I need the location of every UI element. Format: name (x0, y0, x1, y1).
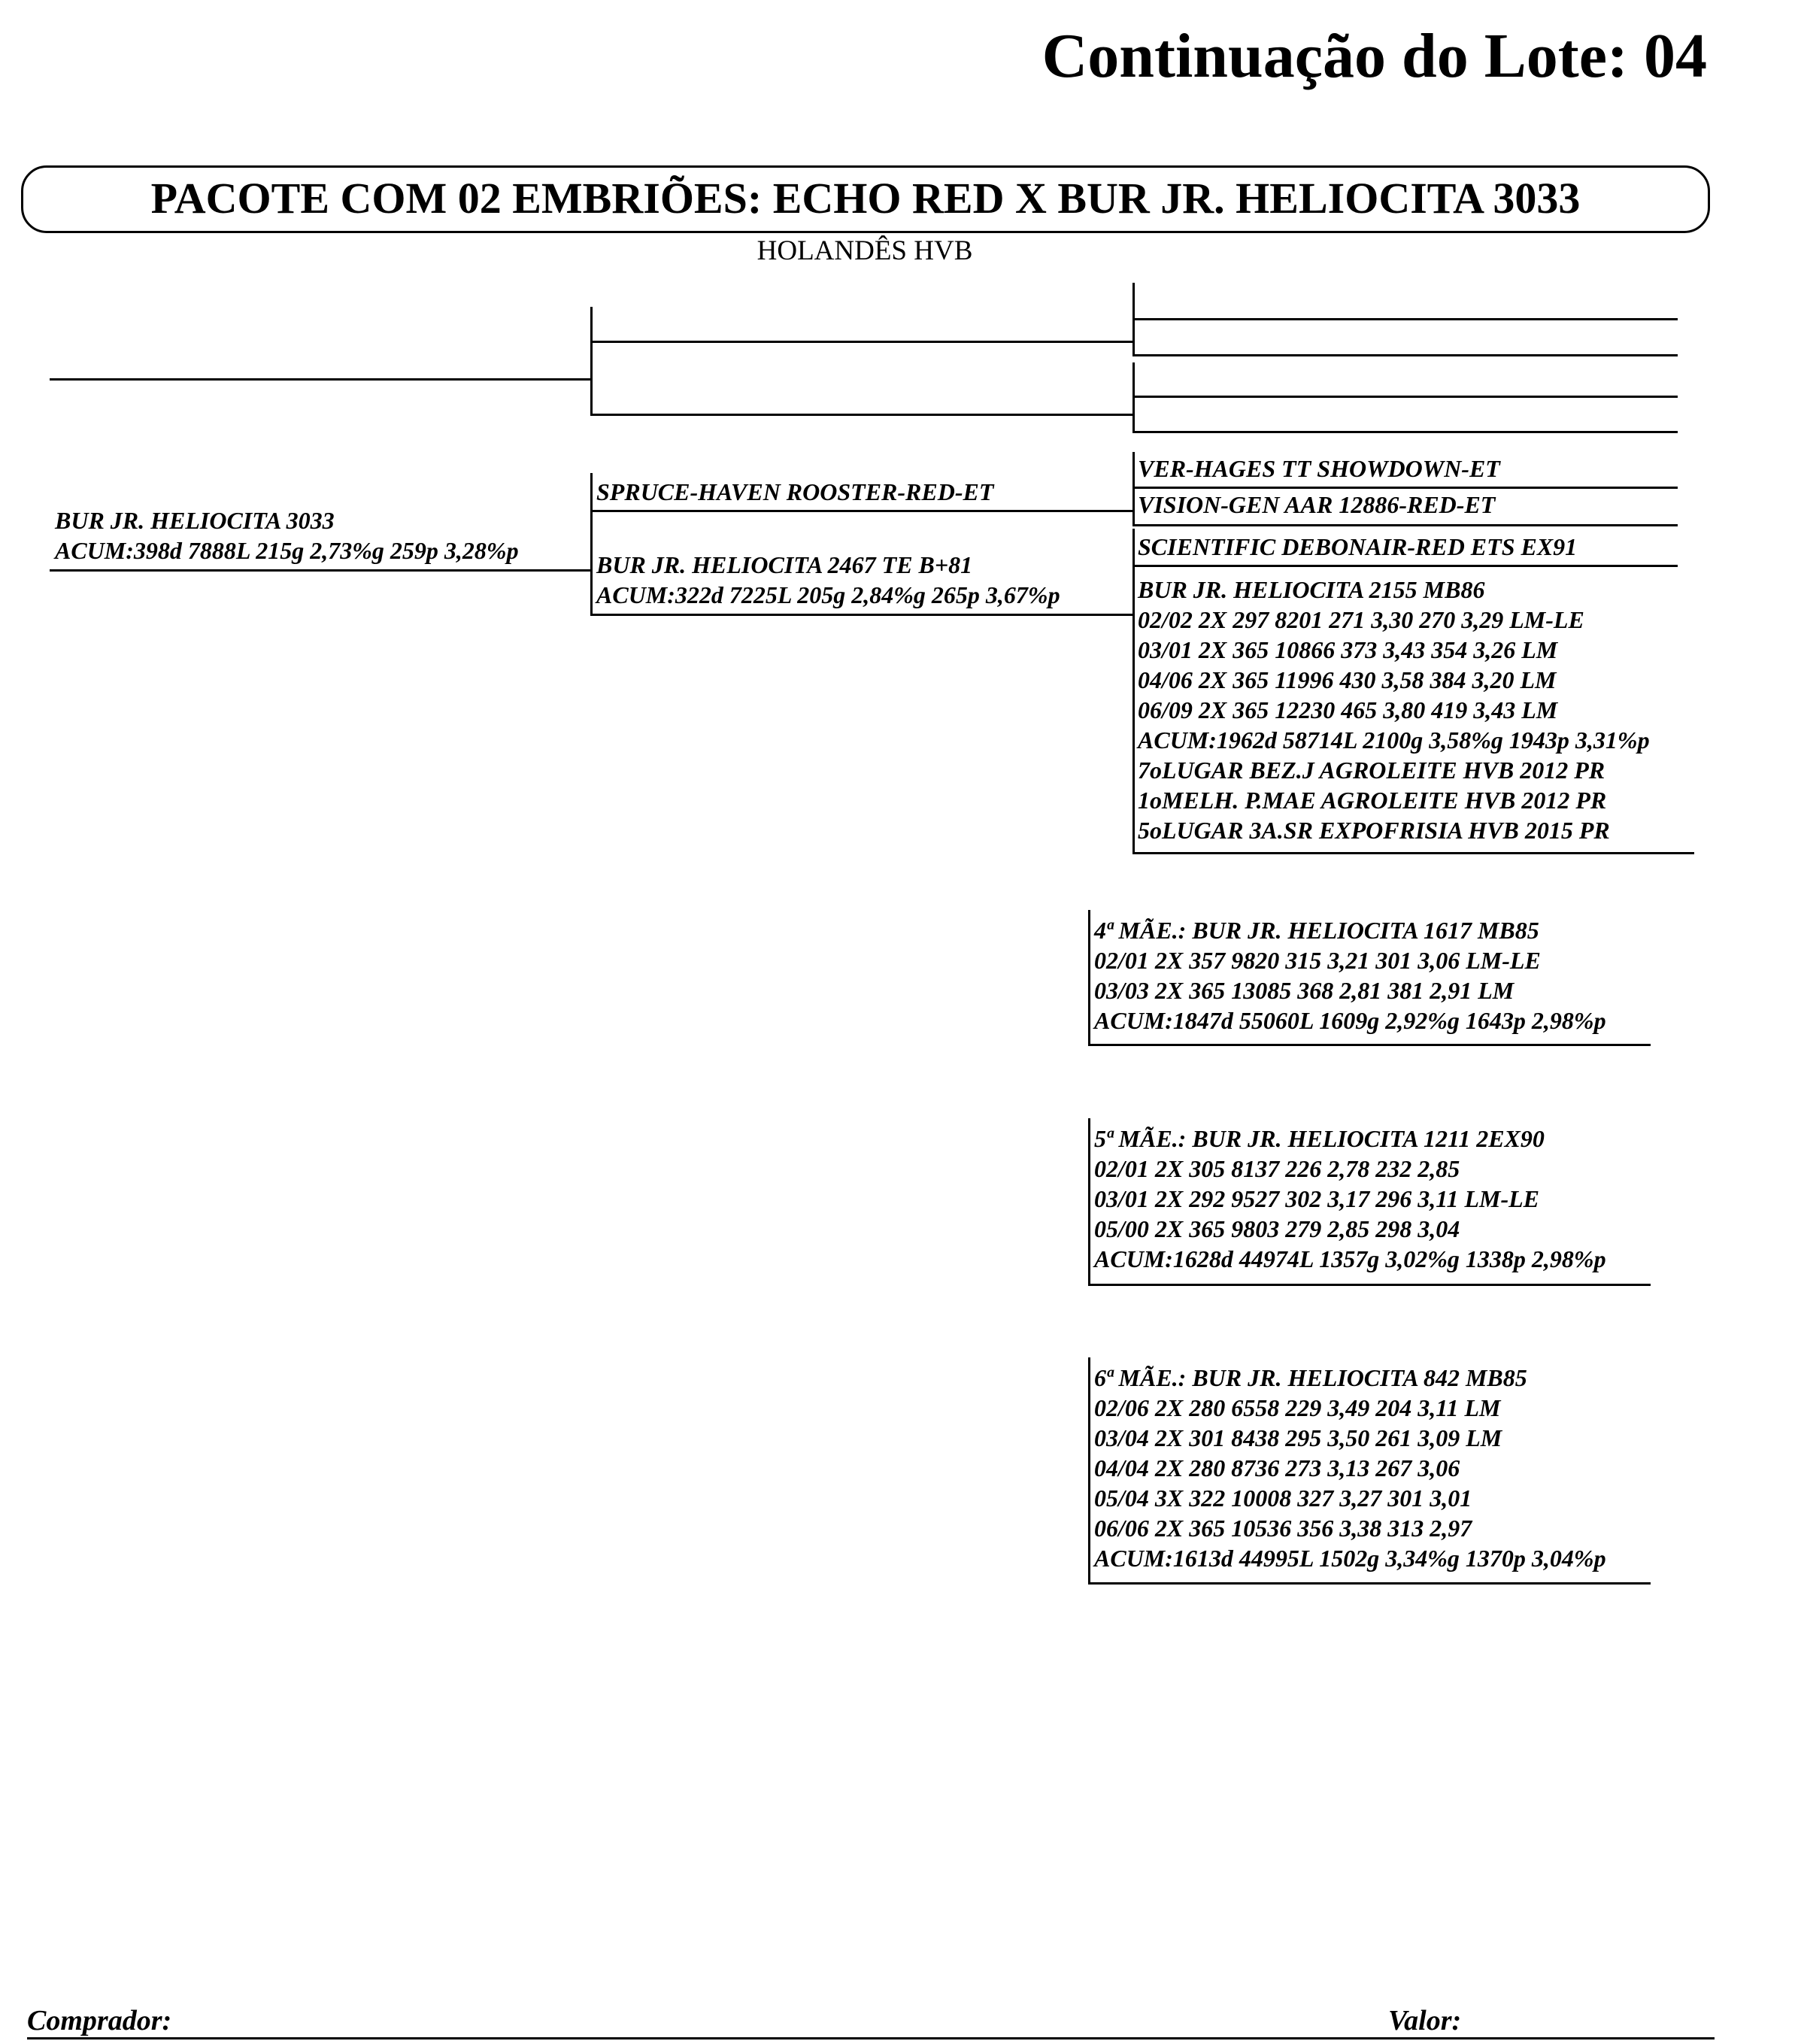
record-line: 05/00 2X 365 9803 279 2,85 298 3,04 (1094, 1215, 1460, 1242)
pedigree-line-sire-dam (1132, 524, 1678, 526)
record-line: 05/04 3X 322 10008 327 3,27 301 3,01 (1094, 1484, 1472, 1512)
fourth-dam-record (1094, 915, 1606, 1036)
dam-info (596, 550, 1060, 610)
record-line: ACUM:1847d 55060L 1609g 2,92%g 1643p 2,98%p (1094, 1007, 1606, 1034)
pedigree-line-animal (50, 569, 591, 572)
animal-acum: ACUM:398d 7888L 215g 2,73%g 259p 3,28%p (55, 537, 519, 564)
dam-sire-name: SCIENTIFIC DEBONAIR-RED ETS EX91 (1138, 533, 1578, 560)
pedigree-line-sire (590, 510, 1133, 512)
record-line: 02/06 2X 280 6558 229 3,49 204 3,11 LM (1094, 1394, 1501, 1421)
fifth-dam-underline (1088, 1284, 1651, 1286)
record-line: 03/01 2X 365 10866 373 3,43 354 3,26 LM (1138, 636, 1558, 663)
valor-label: Valor: (1388, 2005, 1462, 2036)
pedigree-line-blank-root (50, 378, 591, 381)
pedigree-bracket-sire-parents (1132, 452, 1135, 526)
record-line: BUR JR. HELIOCITA 2155 MB86 (1138, 576, 1485, 603)
record-line: 03/01 2X 292 9527 302 3,17 296 3,11 LM-LE (1094, 1185, 1540, 1212)
animal-name: BUR JR. HELIOCITA 3033 (55, 507, 335, 534)
record-line: 1oMELH. P.MAE AGROLEITE HVB 2012 PR (1138, 787, 1607, 814)
record-line: ACUM:1962d 58714L 2100g 3,58%g 1943p 3,31%p (1138, 726, 1650, 754)
record-line: 7oLUGAR BEZ.J AGROLEITE HVB 2012 PR (1138, 757, 1605, 784)
fourth-dam-underline (1088, 1044, 1651, 1046)
fifth-dam-record (1094, 1124, 1606, 1274)
lot-title: Continuação do Lote: 04 (1042, 21, 1707, 91)
animal-info (55, 505, 519, 566)
pedigree-line-blank-gen1-bottom (590, 414, 1133, 416)
record-line: 02/01 2X 357 9820 315 3,21 301 3,06 LM-LE (1094, 947, 1541, 974)
sire-name: SPRUCE-HAVEN ROOSTER-RED-ET (596, 478, 994, 505)
dam-name: BUR JR. HELIOCITA 2467 TE B+81 (596, 551, 973, 578)
pedigree-line-blank-gen2-b2 (1132, 431, 1678, 433)
pedigree-line-blank-gen2-a1 (1132, 318, 1678, 320)
record-line: 06/06 2X 365 10536 356 3,38 313 2,97 (1094, 1515, 1472, 1542)
dam-acum: ACUM:322d 7225L 205g 2,84%g 265p 3,67%p (596, 581, 1060, 608)
record-line: ACUM:1628d 44974L 1357g 3,02%g 1338p 2,98%p (1094, 1245, 1606, 1272)
record-line: ACUM:1613d 44995L 1502g 3,34%g 1370p 3,04%p (1094, 1545, 1606, 1572)
package-title: PACOTE COM 02 EMBRIÕES: ECHO RED X BUR JR. HELIOCITA 3033 (150, 174, 1581, 223)
pedigree-line-dam-sire (1132, 565, 1678, 567)
signature-line (27, 2037, 1715, 2039)
pedigree-line-blank-gen2-b1 (1132, 396, 1678, 398)
record-line: 6ª MÃE.: BUR JR. HELIOCITA 842 MB85 (1094, 1364, 1527, 1391)
comprador-label: Comprador: (27, 2005, 172, 2036)
sire-sire-name: VER-HAGES TT SHOWDOWN-ET (1138, 455, 1500, 482)
record-line: 04/06 2X 365 11996 430 3,58 384 3,20 LM (1138, 666, 1557, 693)
record-line: 06/09 2X 365 12230 465 3,80 419 3,43 LM (1138, 696, 1558, 723)
record-line: 5ª MÃE.: BUR JR. HELIOCITA 1211 2EX90 (1094, 1125, 1545, 1152)
record-line: 03/03 2X 365 13085 368 2,81 381 2,91 LM (1094, 977, 1515, 1004)
pedigree-bracket-dam-parents (1132, 529, 1135, 854)
sixth-dam-underline (1088, 1582, 1651, 1585)
pedigree-line-blank-gen1-top (590, 341, 1133, 343)
sixth-dam-record (1094, 1363, 1606, 1573)
record-line: 5oLUGAR 3A.SR EXPOFRISIA HVB 2015 PR (1138, 817, 1610, 844)
fifth-dam-bracket (1088, 1118, 1090, 1285)
fourth-dam-bracket (1088, 910, 1090, 1045)
sixth-dam-bracket (1088, 1357, 1090, 1584)
record-line: 4ª MÃE.: BUR JR. HELIOCITA 1617 MB85 (1094, 917, 1539, 944)
breed-label: HOLANDÊS HVB (756, 235, 973, 266)
record-line: 02/02 2X 297 8201 271 3,30 270 3,29 LM-LE (1138, 606, 1584, 633)
pedigree-line-dam-dam (1132, 852, 1694, 854)
pedigree-line-dam (590, 614, 1133, 616)
pedigree-line-blank-gen2-a2 (1132, 354, 1678, 356)
pedigree-line-sire-sire (1132, 487, 1678, 489)
pedigree-bracket-parents (590, 473, 593, 615)
record-line: 02/01 2X 305 8137 226 2,78 232 2,85 (1094, 1155, 1460, 1182)
record-line: 03/04 2X 301 8438 295 3,50 261 3,09 LM (1094, 1424, 1502, 1451)
sire-dam-name: VISION-GEN AAR 12886-RED-ET (1138, 491, 1496, 518)
record-line: 04/04 2X 280 8736 273 3,13 267 3,06 (1094, 1454, 1460, 1481)
pedigree-bracket-blank-gen1 (590, 307, 593, 416)
dam-dam-record (1138, 575, 1650, 845)
